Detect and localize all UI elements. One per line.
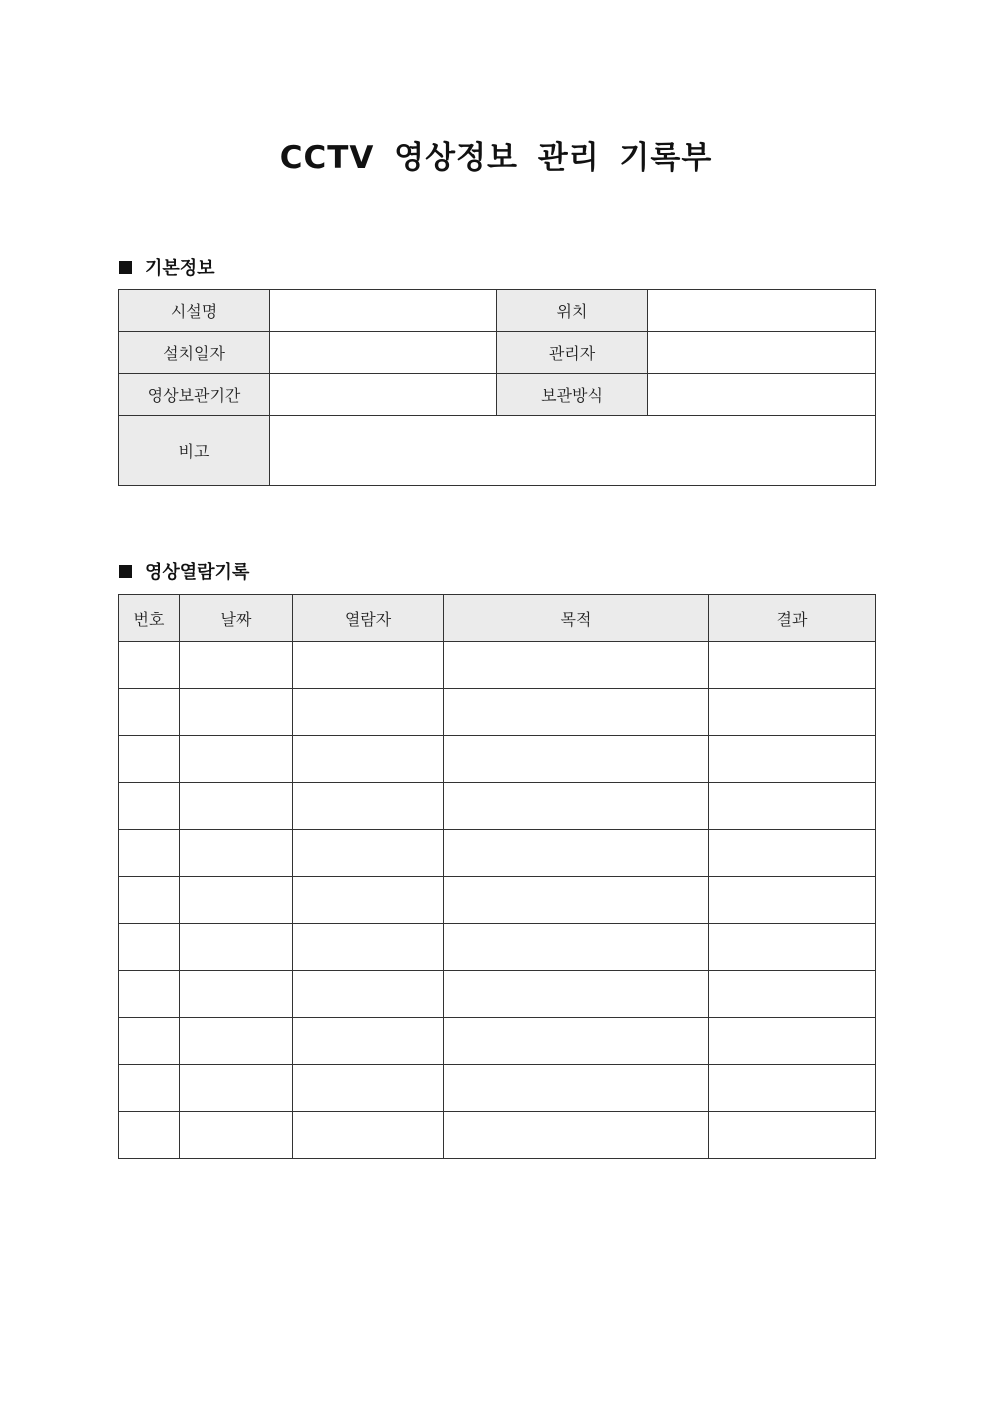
result-cell[interactable] — [709, 1112, 876, 1159]
basic-info-table — [118, 289, 876, 486]
number-cell[interactable] — [119, 971, 180, 1018]
number-cell[interactable] — [119, 830, 180, 877]
date-cell[interactable] — [180, 1065, 293, 1112]
viewer-cell[interactable] — [293, 736, 444, 783]
table-row — [119, 971, 876, 1018]
number-cell[interactable] — [119, 1065, 180, 1112]
result-cell[interactable] — [709, 830, 876, 877]
column-header-result: 결과 — [709, 595, 876, 642]
manager-label: 관리자 — [497, 332, 648, 374]
viewer-cell[interactable] — [293, 971, 444, 1018]
result-cell[interactable] — [709, 642, 876, 689]
number-cell[interactable] — [119, 1018, 180, 1065]
retention-period-field[interactable] — [270, 374, 497, 416]
table-row — [119, 830, 876, 877]
number-cell[interactable] — [119, 877, 180, 924]
purpose-cell[interactable] — [444, 1065, 709, 1112]
result-cell[interactable] — [709, 783, 876, 830]
purpose-cell[interactable] — [444, 971, 709, 1018]
number-cell[interactable] — [119, 924, 180, 971]
number-cell[interactable] — [119, 783, 180, 830]
table-row — [119, 332, 876, 374]
purpose-cell[interactable] — [444, 924, 709, 971]
square-bullet-icon — [119, 261, 132, 274]
table-header-row — [119, 595, 876, 642]
date-cell[interactable] — [180, 783, 293, 830]
result-cell[interactable] — [709, 971, 876, 1018]
retention-period-label: 영상보관기간 — [119, 374, 270, 416]
date-cell[interactable] — [180, 736, 293, 783]
facility-name-label: 시설명 — [119, 290, 270, 332]
date-cell[interactable] — [180, 1018, 293, 1065]
table-row — [119, 642, 876, 689]
number-cell[interactable] — [119, 736, 180, 783]
section-heading-viewing-log — [119, 558, 249, 584]
storage-method-label: 보관방식 — [497, 374, 648, 416]
purpose-cell[interactable] — [444, 877, 709, 924]
date-cell[interactable] — [180, 1112, 293, 1159]
purpose-cell[interactable] — [444, 830, 709, 877]
result-cell[interactable] — [709, 689, 876, 736]
purpose-cell[interactable] — [444, 1112, 709, 1159]
page-title: CCTV 영상정보 관리 기록부 — [279, 140, 713, 176]
viewer-cell[interactable] — [293, 689, 444, 736]
install-date-label: 설치일자 — [119, 332, 270, 374]
viewer-cell[interactable] — [293, 924, 444, 971]
viewer-cell[interactable] — [293, 1065, 444, 1112]
table-row — [119, 689, 876, 736]
number-cell[interactable] — [119, 689, 180, 736]
storage-method-field[interactable] — [648, 374, 876, 416]
section-heading-label: 기본정보 — [145, 258, 215, 279]
column-header-viewer: 열람자 — [293, 595, 444, 642]
viewer-cell[interactable] — [293, 1018, 444, 1065]
remarks-label: 비고 — [119, 416, 270, 486]
result-cell[interactable] — [709, 736, 876, 783]
viewer-cell[interactable] — [293, 642, 444, 689]
date-cell[interactable] — [180, 830, 293, 877]
purpose-cell[interactable] — [444, 642, 709, 689]
location-label: 위치 — [497, 290, 648, 332]
table-row — [119, 924, 876, 971]
square-bullet-icon — [119, 565, 132, 578]
date-cell[interactable] — [180, 971, 293, 1018]
manager-field[interactable] — [648, 332, 876, 374]
viewer-cell[interactable] — [293, 783, 444, 830]
table-row — [119, 1018, 876, 1065]
number-cell[interactable] — [119, 642, 180, 689]
purpose-cell[interactable] — [444, 689, 709, 736]
viewer-cell[interactable] — [293, 1112, 444, 1159]
viewer-cell[interactable] — [293, 877, 444, 924]
result-cell[interactable] — [709, 877, 876, 924]
viewing-log-table — [118, 594, 876, 1159]
install-date-field[interactable] — [270, 332, 497, 374]
purpose-cell[interactable] — [444, 783, 709, 830]
table-row — [119, 1112, 876, 1159]
table-row — [119, 783, 876, 830]
purpose-cell[interactable] — [444, 736, 709, 783]
number-cell[interactable] — [119, 1112, 180, 1159]
column-header-number: 번호 — [119, 595, 180, 642]
table-row — [119, 736, 876, 783]
date-cell[interactable] — [180, 924, 293, 971]
section-heading-basic-info — [119, 254, 215, 280]
column-header-purpose: 목적 — [444, 595, 709, 642]
result-cell[interactable] — [709, 924, 876, 971]
purpose-cell[interactable] — [444, 1018, 709, 1065]
table-row — [119, 290, 876, 332]
date-cell[interactable] — [180, 877, 293, 924]
facility-name-field[interactable] — [270, 290, 497, 332]
date-cell[interactable] — [180, 642, 293, 689]
table-row — [119, 416, 876, 486]
result-cell[interactable] — [709, 1065, 876, 1112]
location-field[interactable] — [648, 290, 876, 332]
table-row — [119, 877, 876, 924]
section-heading-label: 영상열람기록 — [145, 562, 250, 583]
column-header-date: 날짜 — [180, 595, 293, 642]
viewer-cell[interactable] — [293, 830, 444, 877]
table-row — [119, 1065, 876, 1112]
table-row — [119, 374, 876, 416]
result-cell[interactable] — [709, 1018, 876, 1065]
remarks-field[interactable] — [270, 416, 876, 486]
date-cell[interactable] — [180, 689, 293, 736]
